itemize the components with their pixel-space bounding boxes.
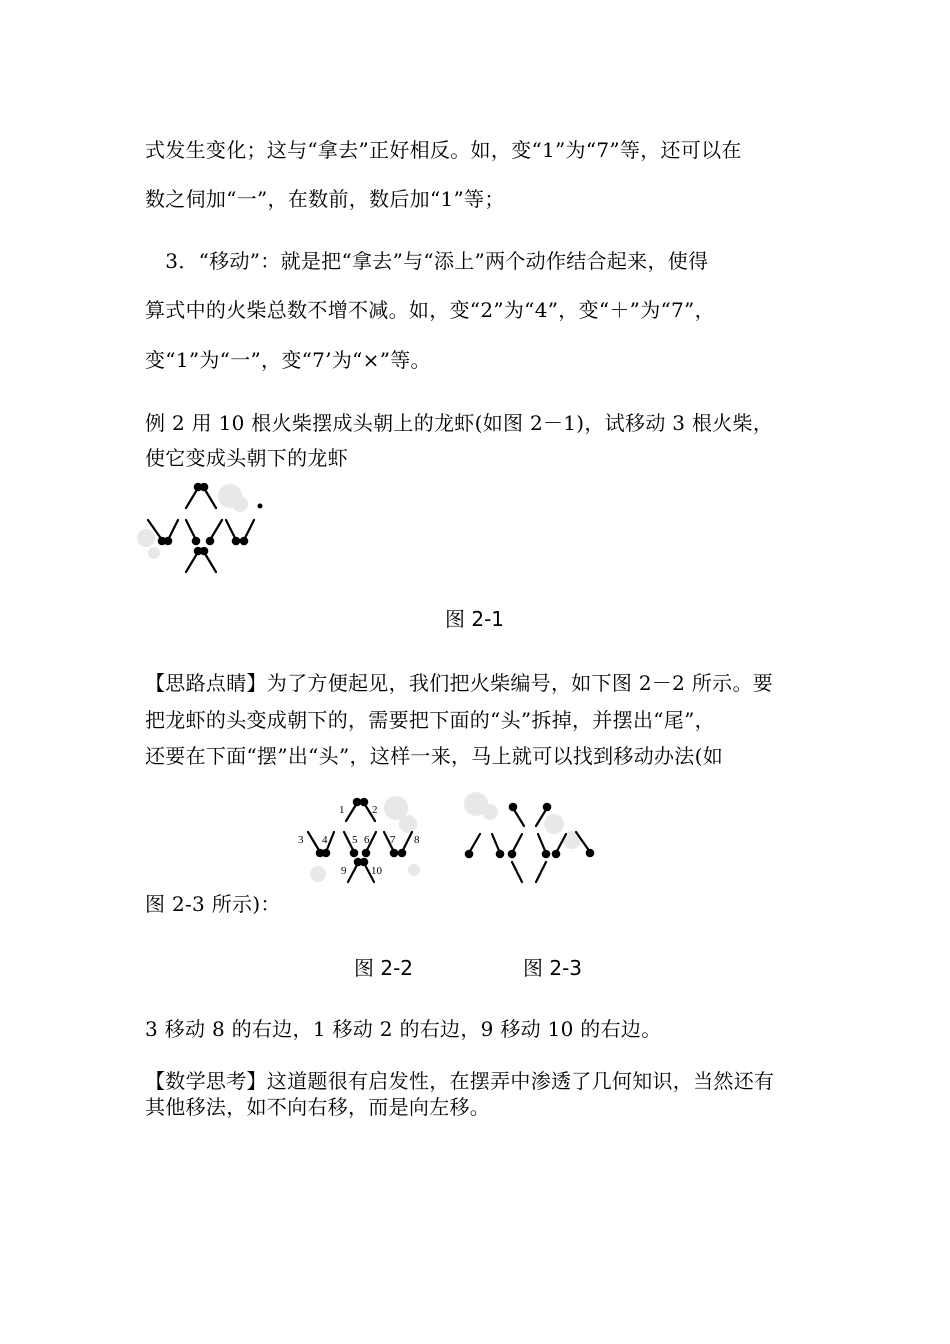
match-number-8: 8 (414, 834, 420, 846)
match-number-7: 7 (390, 834, 396, 846)
thinking-line-1: 【数学思考】这道题很有启发性，在摆弄中渗透了几何知识，当然还有 (145, 1069, 775, 1093)
figure-2-2 (296, 794, 426, 889)
idea-line-3: 还要在下面“摆”出“头”，这样一来，马上就可以找到移动办法(如 (145, 744, 724, 768)
match-number-1: 1 (339, 804, 345, 816)
example-line-1: 例 2 用 10 根火柴摆成头朝上的龙虾(如图 2－1)，试移动 3 根火柴， (145, 411, 774, 435)
match-number-2: 2 (372, 804, 378, 816)
figure-2-1 (140, 478, 270, 578)
match-number-5: 5 (352, 834, 358, 846)
idea-line-4: 图 2-3 所示)： (145, 892, 281, 916)
paragraph-1-line-2: 数之伺加“一”，在数前，数后加“1”等； (145, 187, 505, 211)
paragraph-2-line-2: 算式中的火柴总数不增不减。如，变“2”为“4”，变“＋”为“7”， (145, 298, 715, 322)
figure-2-3-caption: 图 2-3 (523, 956, 583, 980)
figure-2-3 (462, 794, 597, 889)
match-number-3: 3 (298, 834, 304, 846)
match-number-4: 4 (322, 834, 328, 846)
paragraph-1-line-1: 式发生变化；这与“拿去”正好相反。如，变“1”为“7”等，还可以在 (145, 138, 742, 162)
match-number-10: 10 (371, 865, 382, 877)
answer-line: 3 移动 8 的右边，1 移动 2 的右边，9 移动 10 的右边。 (145, 1017, 662, 1041)
match-number-6: 6 (364, 834, 370, 846)
paragraph-2-line-1: 3．“移动”：就是把“拿去”与“添上”两个动作结合起来，使得 (145, 249, 709, 273)
idea-line-1: 【思路点睛】为了方便起见，我们把火柴编号，如下图 2－2 所示。要 (145, 671, 774, 695)
example-line-2: 使它变成头朝下的龙虾 (145, 446, 348, 470)
match-number-9: 9 (341, 865, 347, 877)
thinking-line-2: 其他移法，如不向右移，而是向左移。 (145, 1095, 491, 1119)
idea-line-2: 把龙虾的头变成朝下的，需要把下面的“头”拆掉，并摆出“尾”， (145, 708, 715, 732)
figure-2-2-caption: 图 2-2 (354, 956, 414, 980)
paragraph-2-line-3: 变“1”为“一”，变“7’为“×”等。 (145, 348, 431, 372)
figure-2-1-caption: 图 2-1 (445, 607, 505, 631)
